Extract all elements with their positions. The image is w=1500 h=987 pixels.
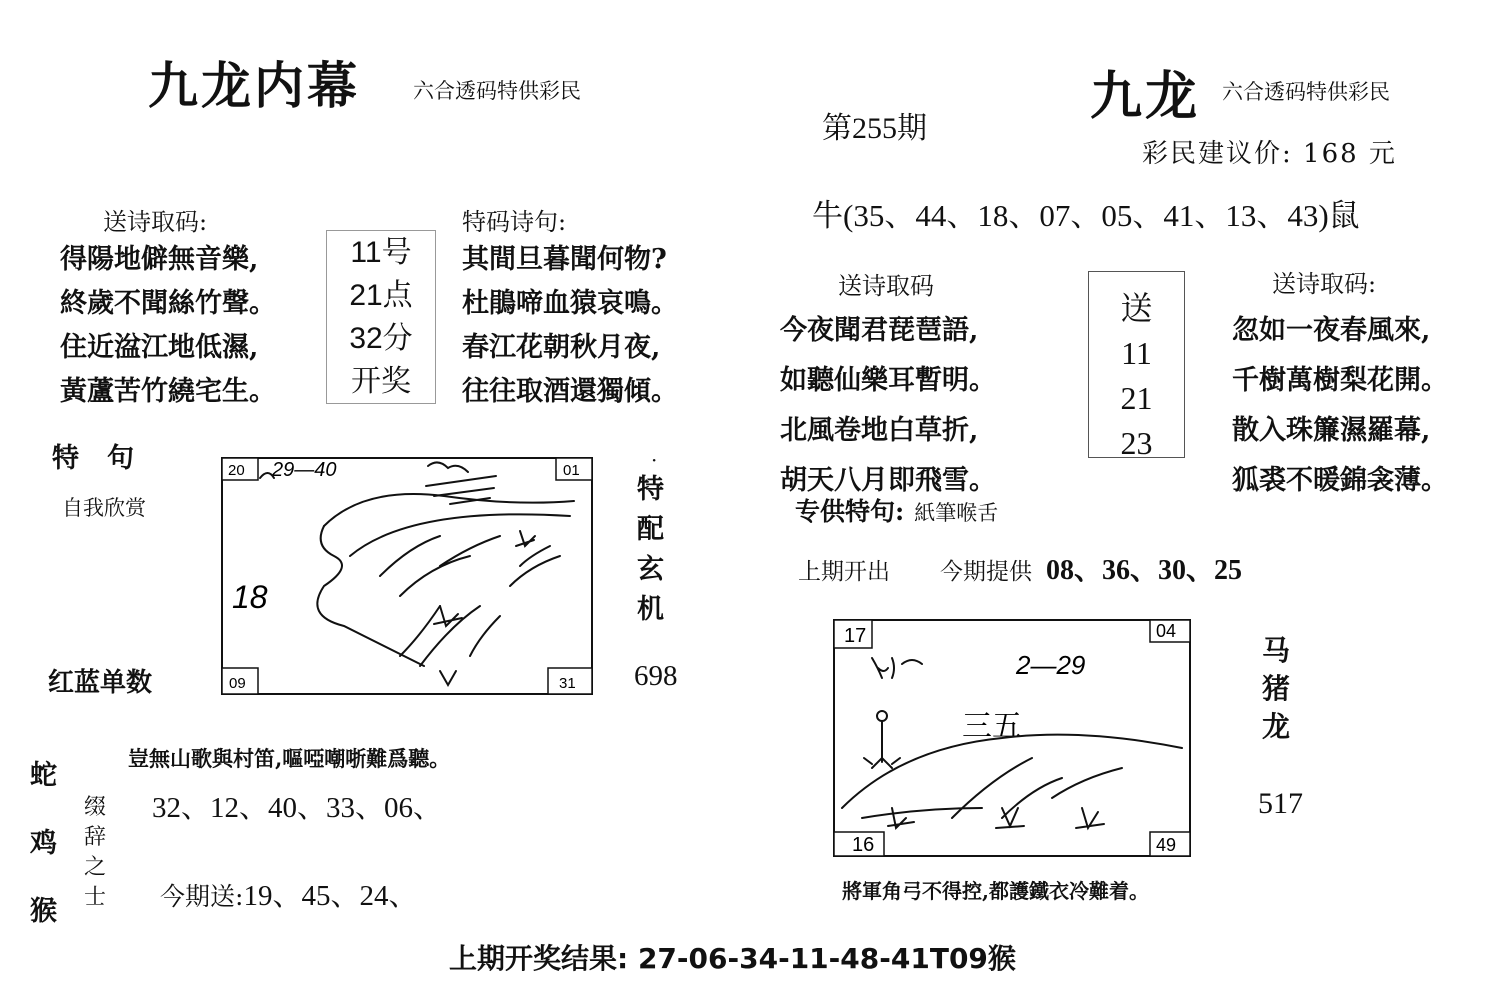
draw-info-line: 11号 (350, 236, 412, 269)
send-number-box (1088, 271, 1185, 461)
draw-info-line: 21点 (349, 279, 413, 312)
send-number: 23 (1120, 425, 1153, 461)
today-send-label: 今期送: (160, 882, 244, 911)
vertical-hint: 特配玄机 (637, 474, 664, 625)
sketch-corner-label: 16 (852, 834, 875, 856)
left-poem-heading: 送诗取码: (103, 208, 208, 236)
poem-line: 春江花朝秋月夜, (462, 332, 661, 363)
sketch-corner-label: 17 (844, 625, 867, 647)
left-poem (60, 238, 276, 414)
poem-line: 散入珠簾濕羅幕, (1232, 415, 1431, 446)
poem-line: 北風卷地白草折, (780, 415, 979, 446)
right-bottom-poem: 將軍角弓不得控,都護鐵衣冷難着。 (842, 879, 1149, 903)
right-number: 517 (1258, 787, 1303, 820)
left-bottom-poem: 豈無山歌與村笛,嘔啞嘲哳難爲聽。 (128, 746, 451, 771)
sketch-corner-label: 09 (229, 675, 246, 692)
last-draw-label: 上期开出 (798, 559, 890, 585)
send-number: 21 (1120, 380, 1153, 416)
left-subtitle: 六合透码特供彩民 (413, 79, 581, 103)
self-enjoy-text: 自我欣赏 (62, 496, 146, 520)
right-poem2-heading: 送诗取码: (1272, 270, 1377, 298)
sketch-handwritten-range: 2—29 (1016, 650, 1086, 680)
provide-values: 08、36、30、25 (1046, 555, 1243, 586)
right-subtitle: 六合透码特供彩民 (1222, 80, 1390, 104)
poem-line: 住近湓江地低濕, (60, 332, 259, 363)
sketch-handwritten-characters: 三五 (962, 709, 1022, 744)
right-title: 九龙 (1090, 66, 1201, 127)
sketch-handwritten-number: 18 (232, 579, 268, 615)
special-sentence-line (795, 492, 998, 528)
sketch-corner-label: 49 (1156, 835, 1177, 855)
animal-label: 猪 (1262, 672, 1291, 705)
red-blue-odd-label: 红蓝单数 (48, 668, 153, 698)
left-animals (30, 742, 64, 946)
animal-label: 鸡 (30, 828, 57, 859)
send-number: 11 (1121, 335, 1152, 371)
poem-line: 今夜聞君琵琶語, (780, 315, 979, 346)
left-sketch-image (220, 456, 594, 696)
poem-line: 得陽地僻無音樂, (60, 244, 259, 275)
draw-info-line: 32分 (349, 322, 413, 355)
special-sentence-value: 紙筆喉舌 (914, 501, 999, 525)
poem-line: 終歲不聞絲竹聲。 (60, 288, 276, 319)
sketch-corner-label: 31 (559, 675, 576, 692)
animal-label: 蛇 (30, 760, 57, 791)
zhuici-label: 缀辞之士 (84, 795, 107, 910)
left-hint-heading: 特码诗句: (462, 208, 567, 236)
today-send-values: 19、45、24、 (243, 880, 418, 912)
left-number-list: 32、12、40、33、06、 (152, 792, 443, 824)
sketch-handwritten-range: 29—40 (272, 459, 337, 481)
left-hint-poem (462, 238, 678, 414)
sketch-corner-label: 04 (1156, 621, 1177, 641)
ox-rat-number-line: 牛(35、44、18、07、05、41、13、43)鼠 (812, 198, 1360, 233)
poem-line: 黃蘆苦竹繞宅生。 (60, 376, 276, 407)
send-label: 送 (1120, 289, 1153, 327)
draw-time-box (326, 230, 436, 404)
right-sketch-image (832, 618, 1192, 858)
animal-label: 龙 (1262, 710, 1291, 743)
draw-info-line: 开奖 (351, 365, 411, 398)
special-sentence-label: 特句 (52, 443, 162, 474)
sketch-corner-label: 20 (228, 462, 245, 479)
poem-line: 其間旦暮聞何物? (462, 244, 667, 275)
right-animals (1262, 632, 1298, 746)
poem-line: 忽如一夜春風來, (1232, 315, 1431, 346)
right-poem2 (1232, 306, 1448, 506)
poem-line: 杜鵑啼血猿哀鳴。 (462, 288, 678, 319)
left-title: 九龙内幕 (148, 56, 360, 115)
animal-label: 猴 (30, 896, 57, 927)
poem-line: 往往取酒還獨傾。 (462, 376, 678, 407)
dot-mark: · (651, 448, 658, 472)
price-label: 彩民建议价: 168 元 (1142, 139, 1397, 169)
poem-line: 如聽仙樂耳暫明。 (780, 365, 996, 396)
animal-label: 马 (1262, 634, 1291, 667)
provide-label: 今期提供 (940, 559, 1032, 585)
right-poem1-heading: 送诗取码 (838, 272, 934, 300)
today-send (160, 873, 417, 914)
poem-line: 千樹萬樹梨花開。 (1232, 365, 1448, 396)
last-draw-result: 上期开奖结果: 27-06-34-11-48-41T09猴 (449, 942, 1016, 975)
poem-line: 狐裘不暖錦衾薄。 (1232, 465, 1448, 496)
poem-line: 胡天八月即飛雪。 (780, 465, 996, 496)
left-number: 698 (634, 660, 678, 692)
provide-line (798, 548, 1242, 588)
sketch-corner-label: 01 (563, 462, 580, 479)
right-poem1 (780, 306, 996, 506)
issue-number: 第255期 (822, 112, 927, 145)
special-sentence-label: 专供特句: (795, 497, 905, 526)
